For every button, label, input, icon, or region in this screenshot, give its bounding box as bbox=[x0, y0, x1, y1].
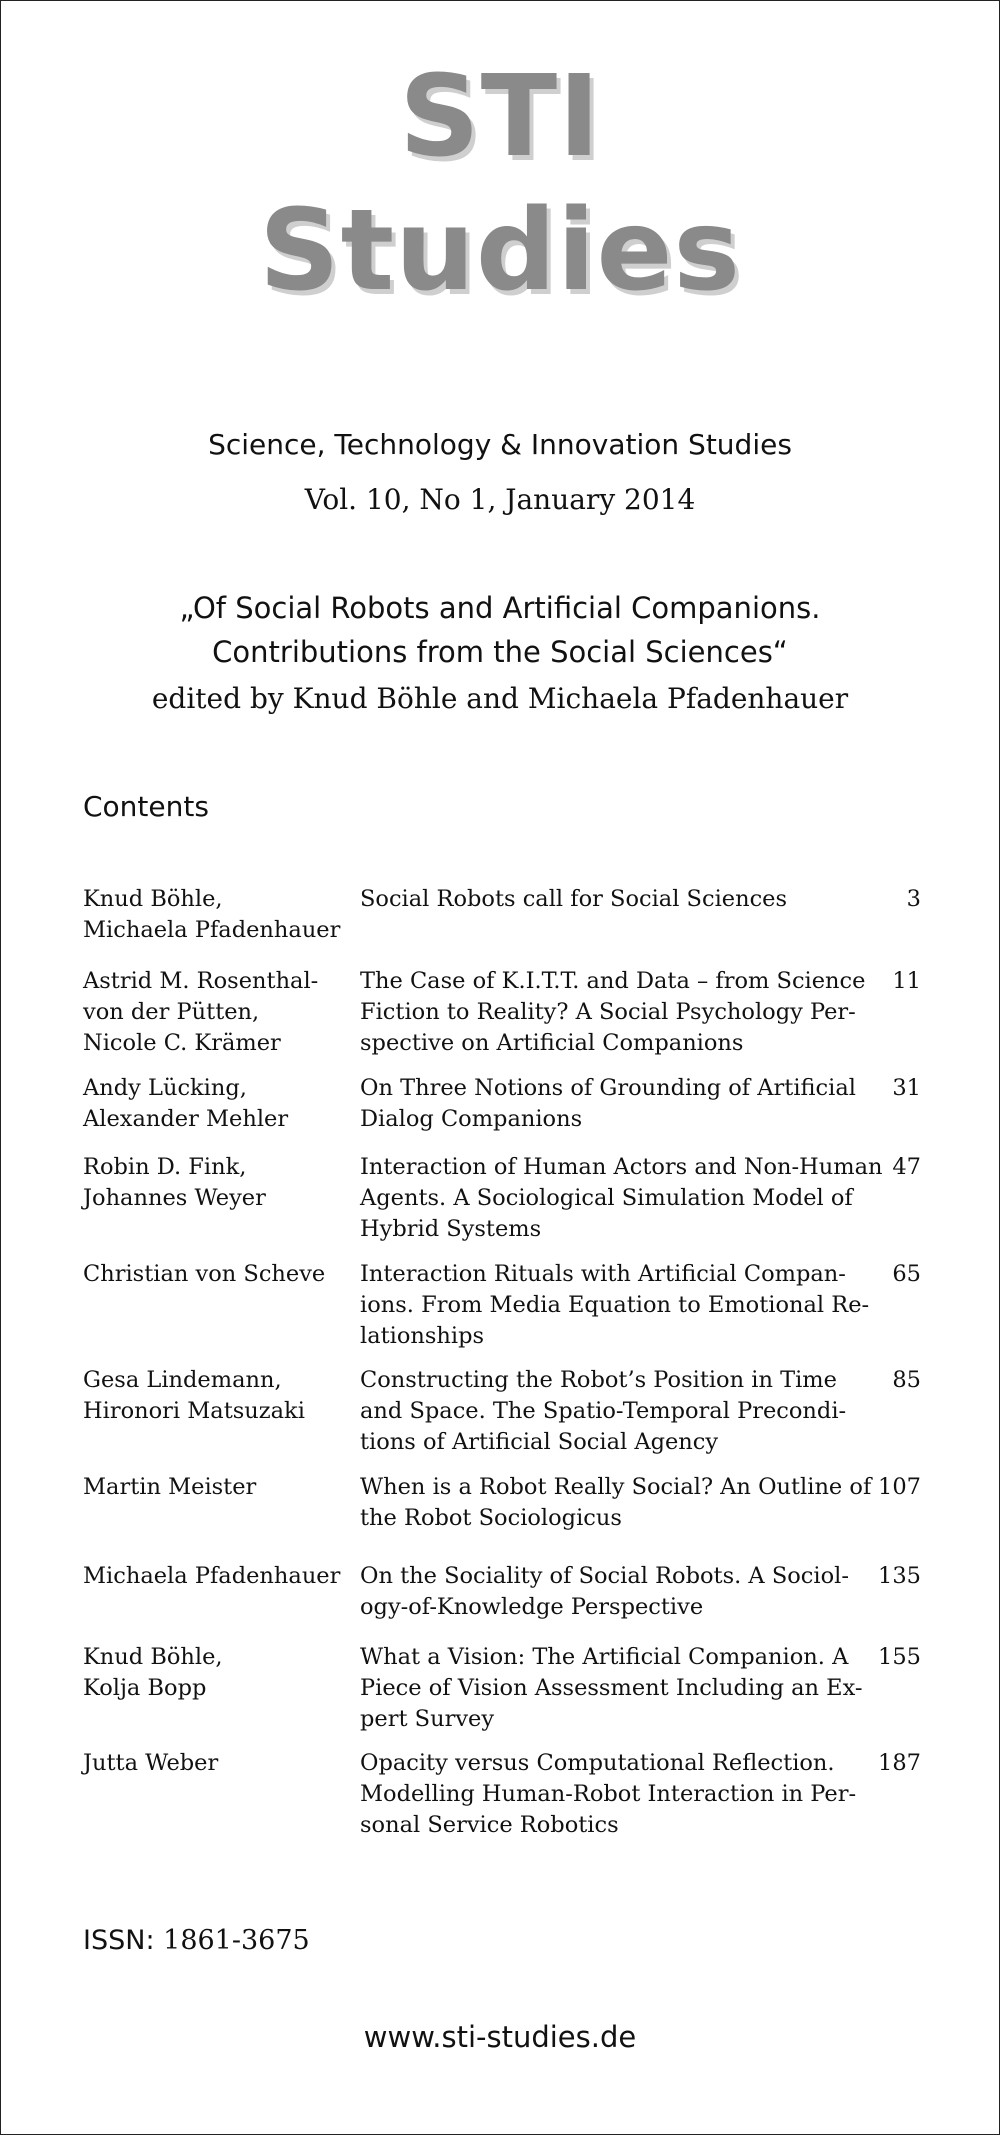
toc-authors: Jutta Weber bbox=[83, 1750, 219, 1776]
toc-page-number: 31 bbox=[892, 1075, 921, 1101]
toc-title: Social Robots call for Social Sciences bbox=[360, 886, 788, 912]
issue-title-line-2: Contributions from the Social Sciences“ bbox=[212, 635, 788, 669]
issn-line bbox=[83, 1925, 310, 1956]
toc-authors: Robin D. Fink, Johannes Weyer bbox=[83, 1154, 266, 1211]
toc-page-number: 135 bbox=[878, 1563, 921, 1589]
toc-authors: Christian von Scheve bbox=[83, 1261, 326, 1287]
issn-value: 1861-3675 bbox=[163, 1925, 310, 1956]
volume-info: Vol. 10, No 1, January 2014 bbox=[304, 483, 696, 516]
logo-line-studies: Studies bbox=[258, 186, 742, 316]
toc-title: When is a Robot Really Social? An Outline of the Robot Sociologicus bbox=[360, 1474, 872, 1531]
issn-label: ISSN: bbox=[83, 1925, 155, 1956]
toc-title: Opacity versus Computational Reflection. Modelling Human-Robot Interaction in Per- sonal Service Robotics bbox=[360, 1750, 857, 1838]
toc-page-number: 3 bbox=[906, 886, 921, 912]
toc-page-number: 11 bbox=[892, 968, 921, 994]
editors-line: edited by Knud Böhle and Michaela Pfadenhauer bbox=[151, 682, 849, 715]
toc-page-number: 47 bbox=[892, 1154, 921, 1180]
toc-page-number: 155 bbox=[878, 1644, 921, 1670]
toc-authors: Knud Böhle, Michaela Pfadenhauer bbox=[83, 886, 341, 943]
website-link[interactable]: www.sti-studies.de bbox=[363, 2020, 637, 2054]
toc-title: Constructing the Robot’s Position in Time and Space. The Spatio-Temporal Precondi- tions of Artificial Social Agency bbox=[360, 1367, 847, 1455]
toc-authors: Michaela Pfadenhauer bbox=[83, 1563, 341, 1589]
toc-title: What a Vision: The Artificial Companion. A Piece of Vision Assessment Including an Ex- pert Survey bbox=[360, 1644, 863, 1732]
issue-title-line-1: „Of Social Robots and Artificial Companions. bbox=[179, 591, 821, 625]
series-name: Science, Technology & Innovation Studies bbox=[208, 428, 792, 461]
toc-title: Interaction of Human Actors and Non-Human Agents. A Sociological Simulation Model of Hybrid Systems bbox=[360, 1154, 883, 1242]
issue-title bbox=[1, 586, 999, 674]
logo-line-sti: STI bbox=[399, 52, 601, 182]
toc-title: On Three Notions of Grounding of Artificial Dialog Companions bbox=[360, 1075, 856, 1132]
journal-logo bbox=[1, 52, 999, 316]
toc-page-number: 187 bbox=[878, 1750, 921, 1776]
toc-page-number: 65 bbox=[892, 1261, 921, 1287]
toc-authors: Astrid M. Rosenthal- von der Pütten, Nicole C. Krämer bbox=[83, 968, 319, 1056]
toc-authors: Knud Böhle, Kolja Bopp bbox=[83, 1644, 223, 1701]
toc-page-number: 107 bbox=[878, 1474, 921, 1500]
contents-heading: Contents bbox=[83, 790, 209, 823]
toc-page-number: 85 bbox=[892, 1367, 921, 1393]
toc-title: The Case of K.I.T.T. and Data – from Science Fiction to Reality? A Social Psychology Per- spective on Artificial Companions bbox=[360, 968, 866, 1056]
toc-title: Interaction Rituals with Artificial Compan- ions. From Media Equation to Emotional Re- lationships bbox=[360, 1261, 870, 1349]
toc-title: On the Sociality of Social Robots. A Sociol- ogy-of-Knowledge Perspective bbox=[360, 1563, 849, 1620]
toc-authors: Andy Lücking, Alexander Mehler bbox=[83, 1075, 289, 1132]
toc-authors: Gesa Lindemann, Hironori Matsuzaki bbox=[83, 1367, 305, 1424]
toc-authors: Martin Meister bbox=[83, 1474, 257, 1500]
